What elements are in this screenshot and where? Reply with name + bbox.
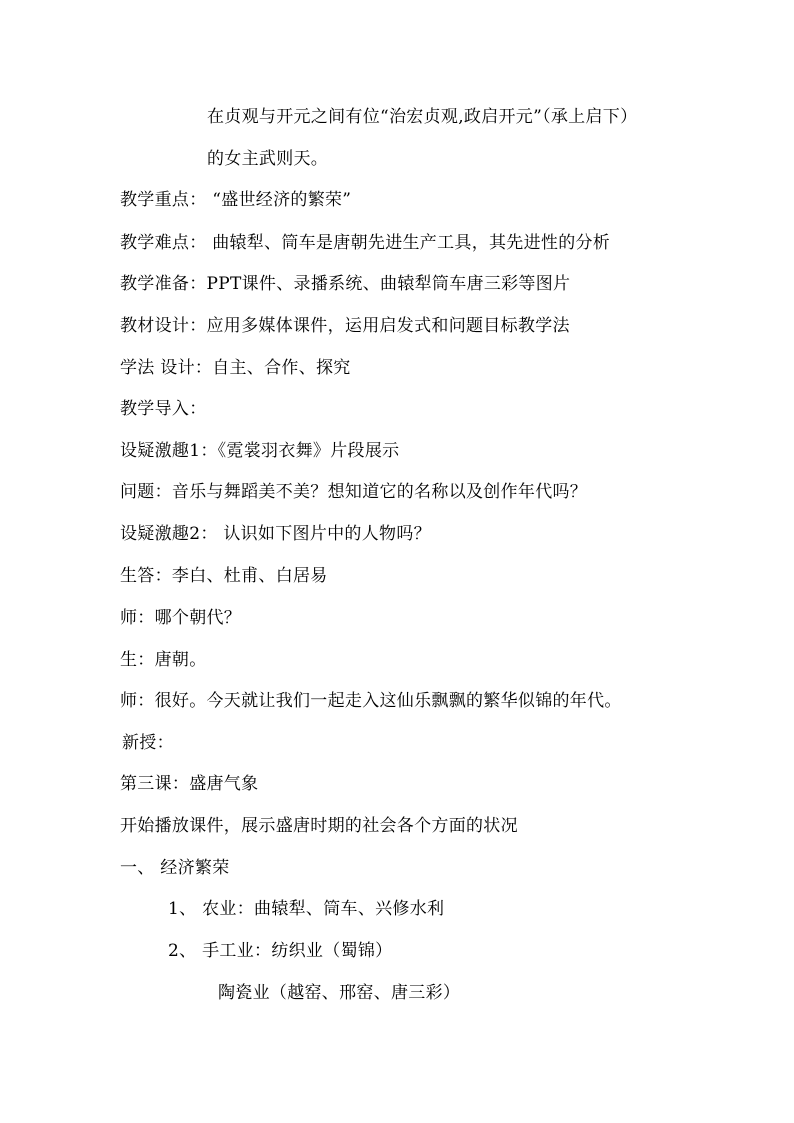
text-line-intro-continued: 在贞观与开元之间有位“治宏贞观,政启开元”（承上启下） bbox=[207, 107, 638, 127]
material-design: 教材设计：应用多媒体课件，运用启发式和问题目标教学法 bbox=[120, 316, 570, 336]
question-line: 问题：音乐与舞蹈美不美？想知道它的名称以及创作年代吗？ bbox=[120, 482, 588, 502]
teaching-difficulty: 教学难点： 曲辕犁、筒车是唐朝先进生产工具，其先进性的分析 bbox=[120, 233, 611, 253]
teaching-focus: 教学重点： “盛世经济的繁荣” bbox=[120, 190, 352, 210]
list-item-agriculture: 1、 农业：曲辕犁、筒车、兴修水利 bbox=[168, 899, 445, 919]
teaching-preparation: 教学准备：PPT课件、录播系统、曲辕犁筒车唐三彩等图片 bbox=[120, 274, 571, 294]
text-line-intro-end: 的女主武则天。 bbox=[207, 149, 329, 169]
interest-prompt-2: 设疑激趣2： 认识如下图片中的人物吗？ bbox=[120, 524, 431, 544]
list-item-ceramics: 陶瓷业（越窑、邢窑、唐三彩） bbox=[218, 983, 461, 1003]
interest-prompt-1: 设疑激趣1：《霓裳羽衣舞》片段展示 bbox=[120, 441, 400, 461]
list-item-handicraft: 2、 手工业：纺织业（蜀锦） bbox=[168, 941, 393, 961]
student-answer-2: 生：唐朝。 bbox=[120, 650, 207, 670]
courseware-note: 开始播放课件，展示盛唐时期的社会各个方面的状况 bbox=[120, 816, 518, 836]
section-economy-heading: 一、 经济繁荣 bbox=[120, 858, 230, 878]
new-lesson-heading: 新授： bbox=[122, 733, 174, 753]
student-answer-1: 生答：李白、杜甫、白居易 bbox=[120, 566, 328, 586]
teacher-question: 师：哪个朝代？ bbox=[120, 608, 242, 628]
lesson-introduction-heading: 教学导入： bbox=[120, 399, 207, 419]
teacher-response: 师：很好。今天就让我们一起走入这仙乐飘飘的繁华似锦的年代。 bbox=[120, 691, 622, 711]
lesson-title: 第三课：盛唐气象 bbox=[120, 774, 259, 794]
learning-method-design: 学法 设计：自主、合作、探究 bbox=[120, 358, 351, 378]
